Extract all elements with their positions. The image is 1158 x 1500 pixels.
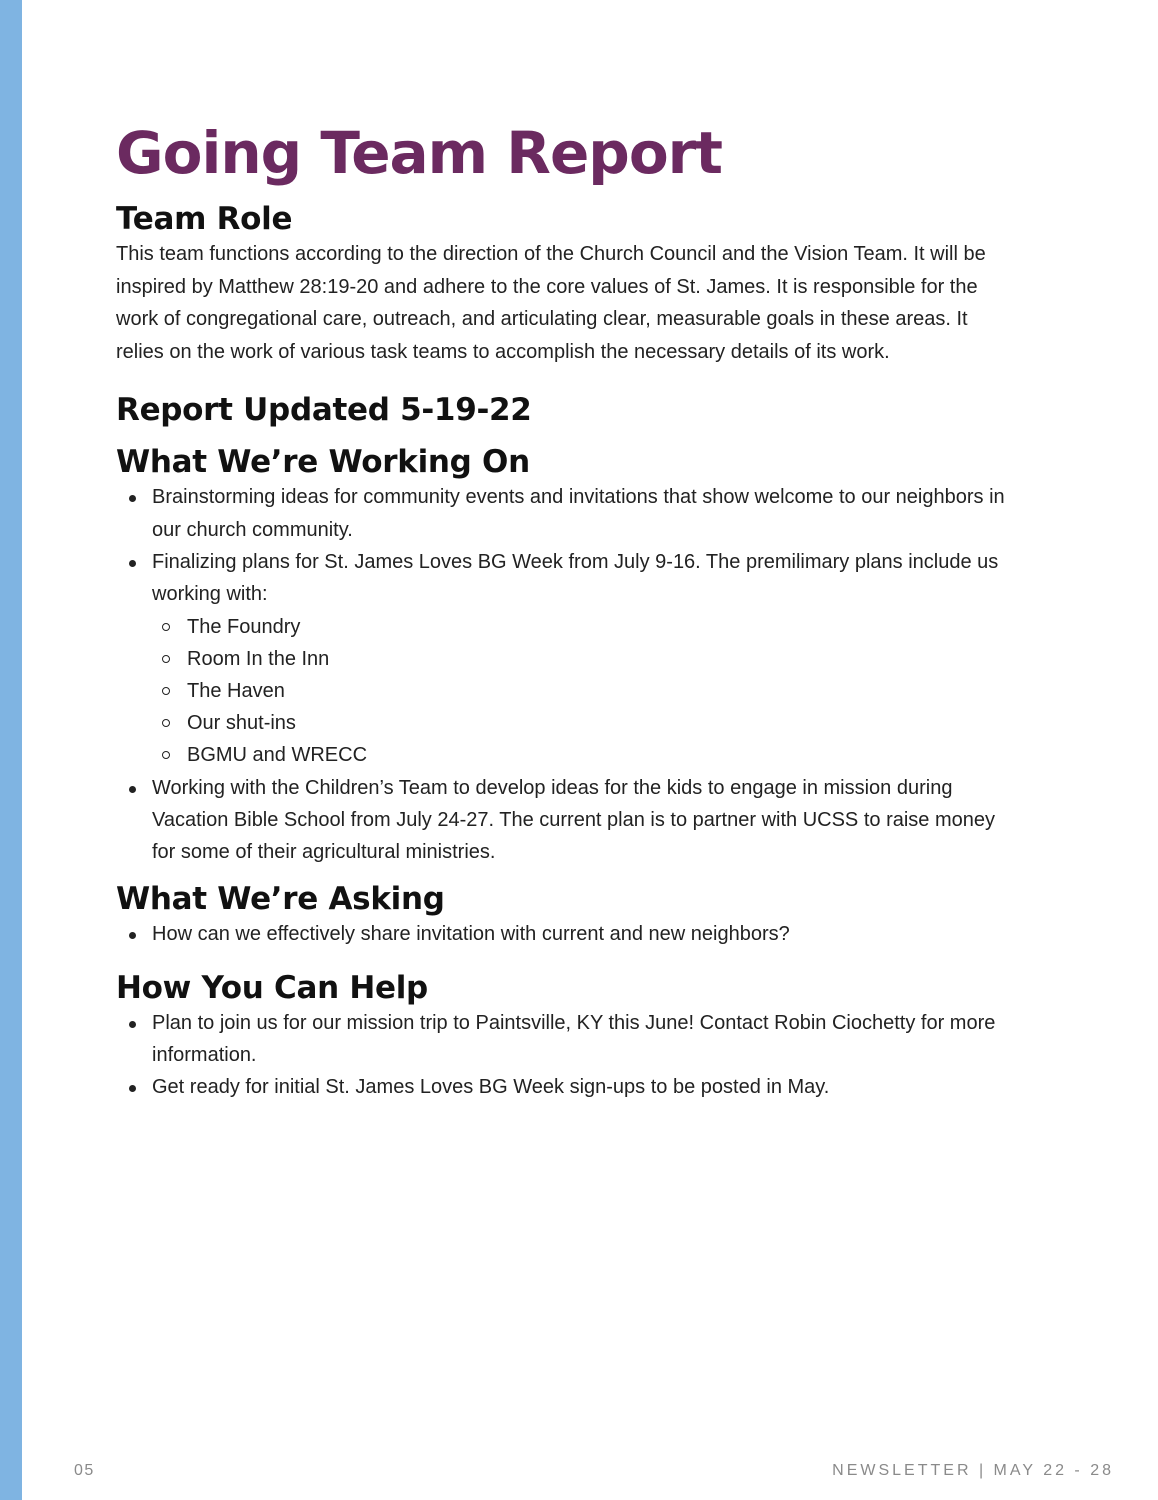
partner-item-text: The Haven — [187, 679, 285, 702]
list-item-text: Get ready for initial St. James Loves BG Week sign-ups to be posted in May. — [152, 1076, 830, 1099]
circle-bullet-icon — [162, 655, 170, 663]
list-item — [116, 481, 1016, 546]
partner-item-text: Room In the Inn — [187, 647, 330, 670]
partner-item — [152, 611, 1016, 643]
working-on-heading: What We’re Working On — [116, 444, 530, 481]
partner-item-text: The Foundry — [187, 615, 301, 638]
side-accent-bar — [0, 0, 22, 1500]
bullet-icon — [129, 560, 136, 567]
bullet-icon — [129, 932, 136, 939]
footer-newsletter-label: NEWSLETTER | MAY 22 - 28 — [832, 1462, 1114, 1479]
report-updated-heading: Report Updated 5-19-22 — [116, 392, 532, 429]
footer-page-number: 05 — [74, 1462, 95, 1479]
circle-bullet-icon — [162, 623, 170, 631]
circle-bullet-icon — [162, 687, 170, 695]
list-item-text: Brainstorming ideas for community events and invitations that show welcome to our neighbors in our church community. — [152, 486, 1005, 541]
team-role-heading: Team Role — [116, 201, 293, 237]
asking-heading: What We’re Asking — [116, 881, 445, 918]
team-role-paragraph: This team functions according to the direction of the Church Council and the Vision Team. It will be inspired by Matthew 28:19-20 and adhere to the core values of St. James. It is responsible for the work of congregational care, outreach, and articulating clear, measurable goals in these areas. It relies on the work of various task teams to accomplish the necessary details of its work. — [116, 243, 986, 363]
list-item — [116, 1071, 1016, 1103]
partner-item — [152, 739, 1016, 771]
list-item-text: Finalizing plans for St. James Loves BG Week from July 9-16. The premilimary plans include us working with: — [152, 550, 999, 606]
report-content — [116, 118, 1016, 1104]
list-item — [116, 918, 1016, 950]
partners-list — [152, 611, 1016, 772]
circle-bullet-icon — [162, 751, 170, 759]
bullet-icon — [129, 1085, 136, 1092]
partner-item — [152, 643, 1016, 675]
help-list — [116, 1007, 1016, 1104]
list-item-text: Plan to join us for our mission trip to Paintsville, KY this June! Contact Robin Ciochetty for more information. — [152, 1011, 996, 1067]
partner-item-text: BGMU and WRECC — [187, 744, 368, 767]
partner-item — [152, 675, 1016, 707]
working-on-list — [116, 481, 1016, 868]
asking-list — [116, 918, 1016, 950]
list-item-text: How can we effectively share invitation with current and new neighbors? — [152, 923, 790, 946]
list-item — [116, 1007, 1016, 1072]
list-item — [116, 772, 1016, 869]
partner-item-text: Our shut-ins — [187, 712, 296, 735]
bullet-icon — [129, 495, 136, 502]
list-item-text: Working with the Children’s Team to develop ideas for the kids to engage in mission during Vacation Bible School from July 24-27. The current plan is to partner with UCSS to raise money for some of their agricultural ministries. — [152, 776, 995, 864]
help-heading: How You Can Help — [116, 969, 428, 1006]
partner-item — [152, 707, 1016, 739]
circle-bullet-icon — [162, 719, 170, 727]
bullet-icon — [129, 786, 136, 793]
page-title: Going Team Report — [116, 119, 722, 187]
list-item — [116, 546, 1016, 772]
bullet-icon — [129, 1021, 136, 1028]
